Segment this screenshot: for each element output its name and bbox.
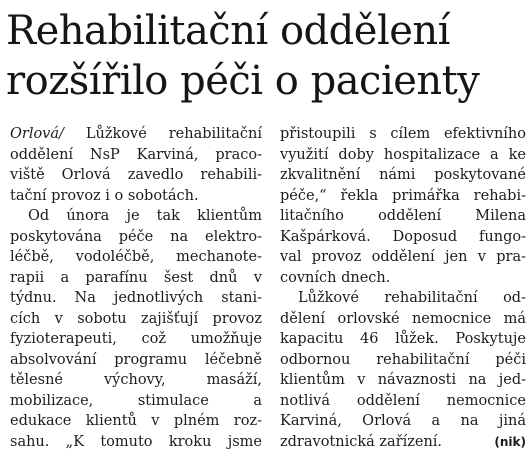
text-line: odbornou rehabilitační péči (280, 351, 526, 368)
text-line: léčbě, vodoléčbě, mechanote- (10, 249, 262, 265)
text-line: zkvalitnění námi poskytované (280, 167, 526, 183)
text-line: sahu. „K tomuto kroku jsme (10, 433, 262, 450)
text-line: cích v sobotu zajišťují provoz (10, 310, 262, 327)
text-line: zdravotnická zařízení. (280, 433, 443, 450)
text-line: mobilizace, stimulace a (10, 392, 262, 409)
text-line: notlivá oddělení nemocnice (280, 392, 526, 409)
text-line: týdnu. Na jednotlivých stani- (10, 290, 262, 306)
text-line: litačního oddělení Milena (280, 208, 526, 224)
text-line: Karviná, Orlová a na jiná (280, 413, 526, 429)
text-line: Od února je tak klientům (28, 208, 262, 224)
text-line (10, 124, 262, 145)
text-line: absolvování programu léčebně (10, 351, 262, 368)
text-line: přistoupili s cílem efektivního (280, 126, 526, 142)
headline-line-1: Rehabilitační oddělení (6, 8, 450, 54)
text-line: viště Orlová zavedlo rehabili- (10, 167, 262, 183)
text-line: covních dnech. (280, 269, 391, 286)
dateline: Orlová/ (10, 126, 64, 142)
text-line: péče,“ řekla primářka rehabi- (280, 187, 526, 204)
text-line: tělesné výchovy, masáží, (10, 372, 262, 388)
headline-line-2: rozšířilo péči o pacienty (6, 58, 480, 104)
author-signature: (nik) (494, 434, 526, 449)
text-line: oddělení NsP Karviná, praco- (10, 146, 262, 163)
article-column-left (10, 124, 262, 452)
text-line: val provoz oddělení jen v pra- (280, 249, 526, 265)
paragraph-start: Lůžkové rehabilitační (85, 126, 262, 142)
closing-line (280, 432, 526, 453)
text-line: edukace klientů v plném roz- (10, 413, 262, 429)
text-line: fyzioterapeuti, což umožňuje (10, 331, 262, 347)
text-line: kapacitu 46 lůžek. Poskytuje (280, 331, 526, 347)
text-line: klientům v návaznosti na jed- (280, 372, 526, 388)
article-headline (6, 6, 526, 106)
text-line: Lůžkové rehabilitační od- (298, 290, 526, 306)
text-line: dělení orlovské nemocnice má (280, 310, 526, 327)
text-line: tační provoz i o sobotách. (10, 187, 199, 204)
text-line: poskytována péče na elektro- (10, 228, 262, 245)
article-column-right (280, 124, 526, 452)
text-line: využití doby hospitalizace a ke (280, 146, 526, 163)
text-line: rapii a parafínu šest dnů v (10, 269, 262, 286)
text-line: Kašpárková. Doposud fungo- (280, 228, 526, 245)
